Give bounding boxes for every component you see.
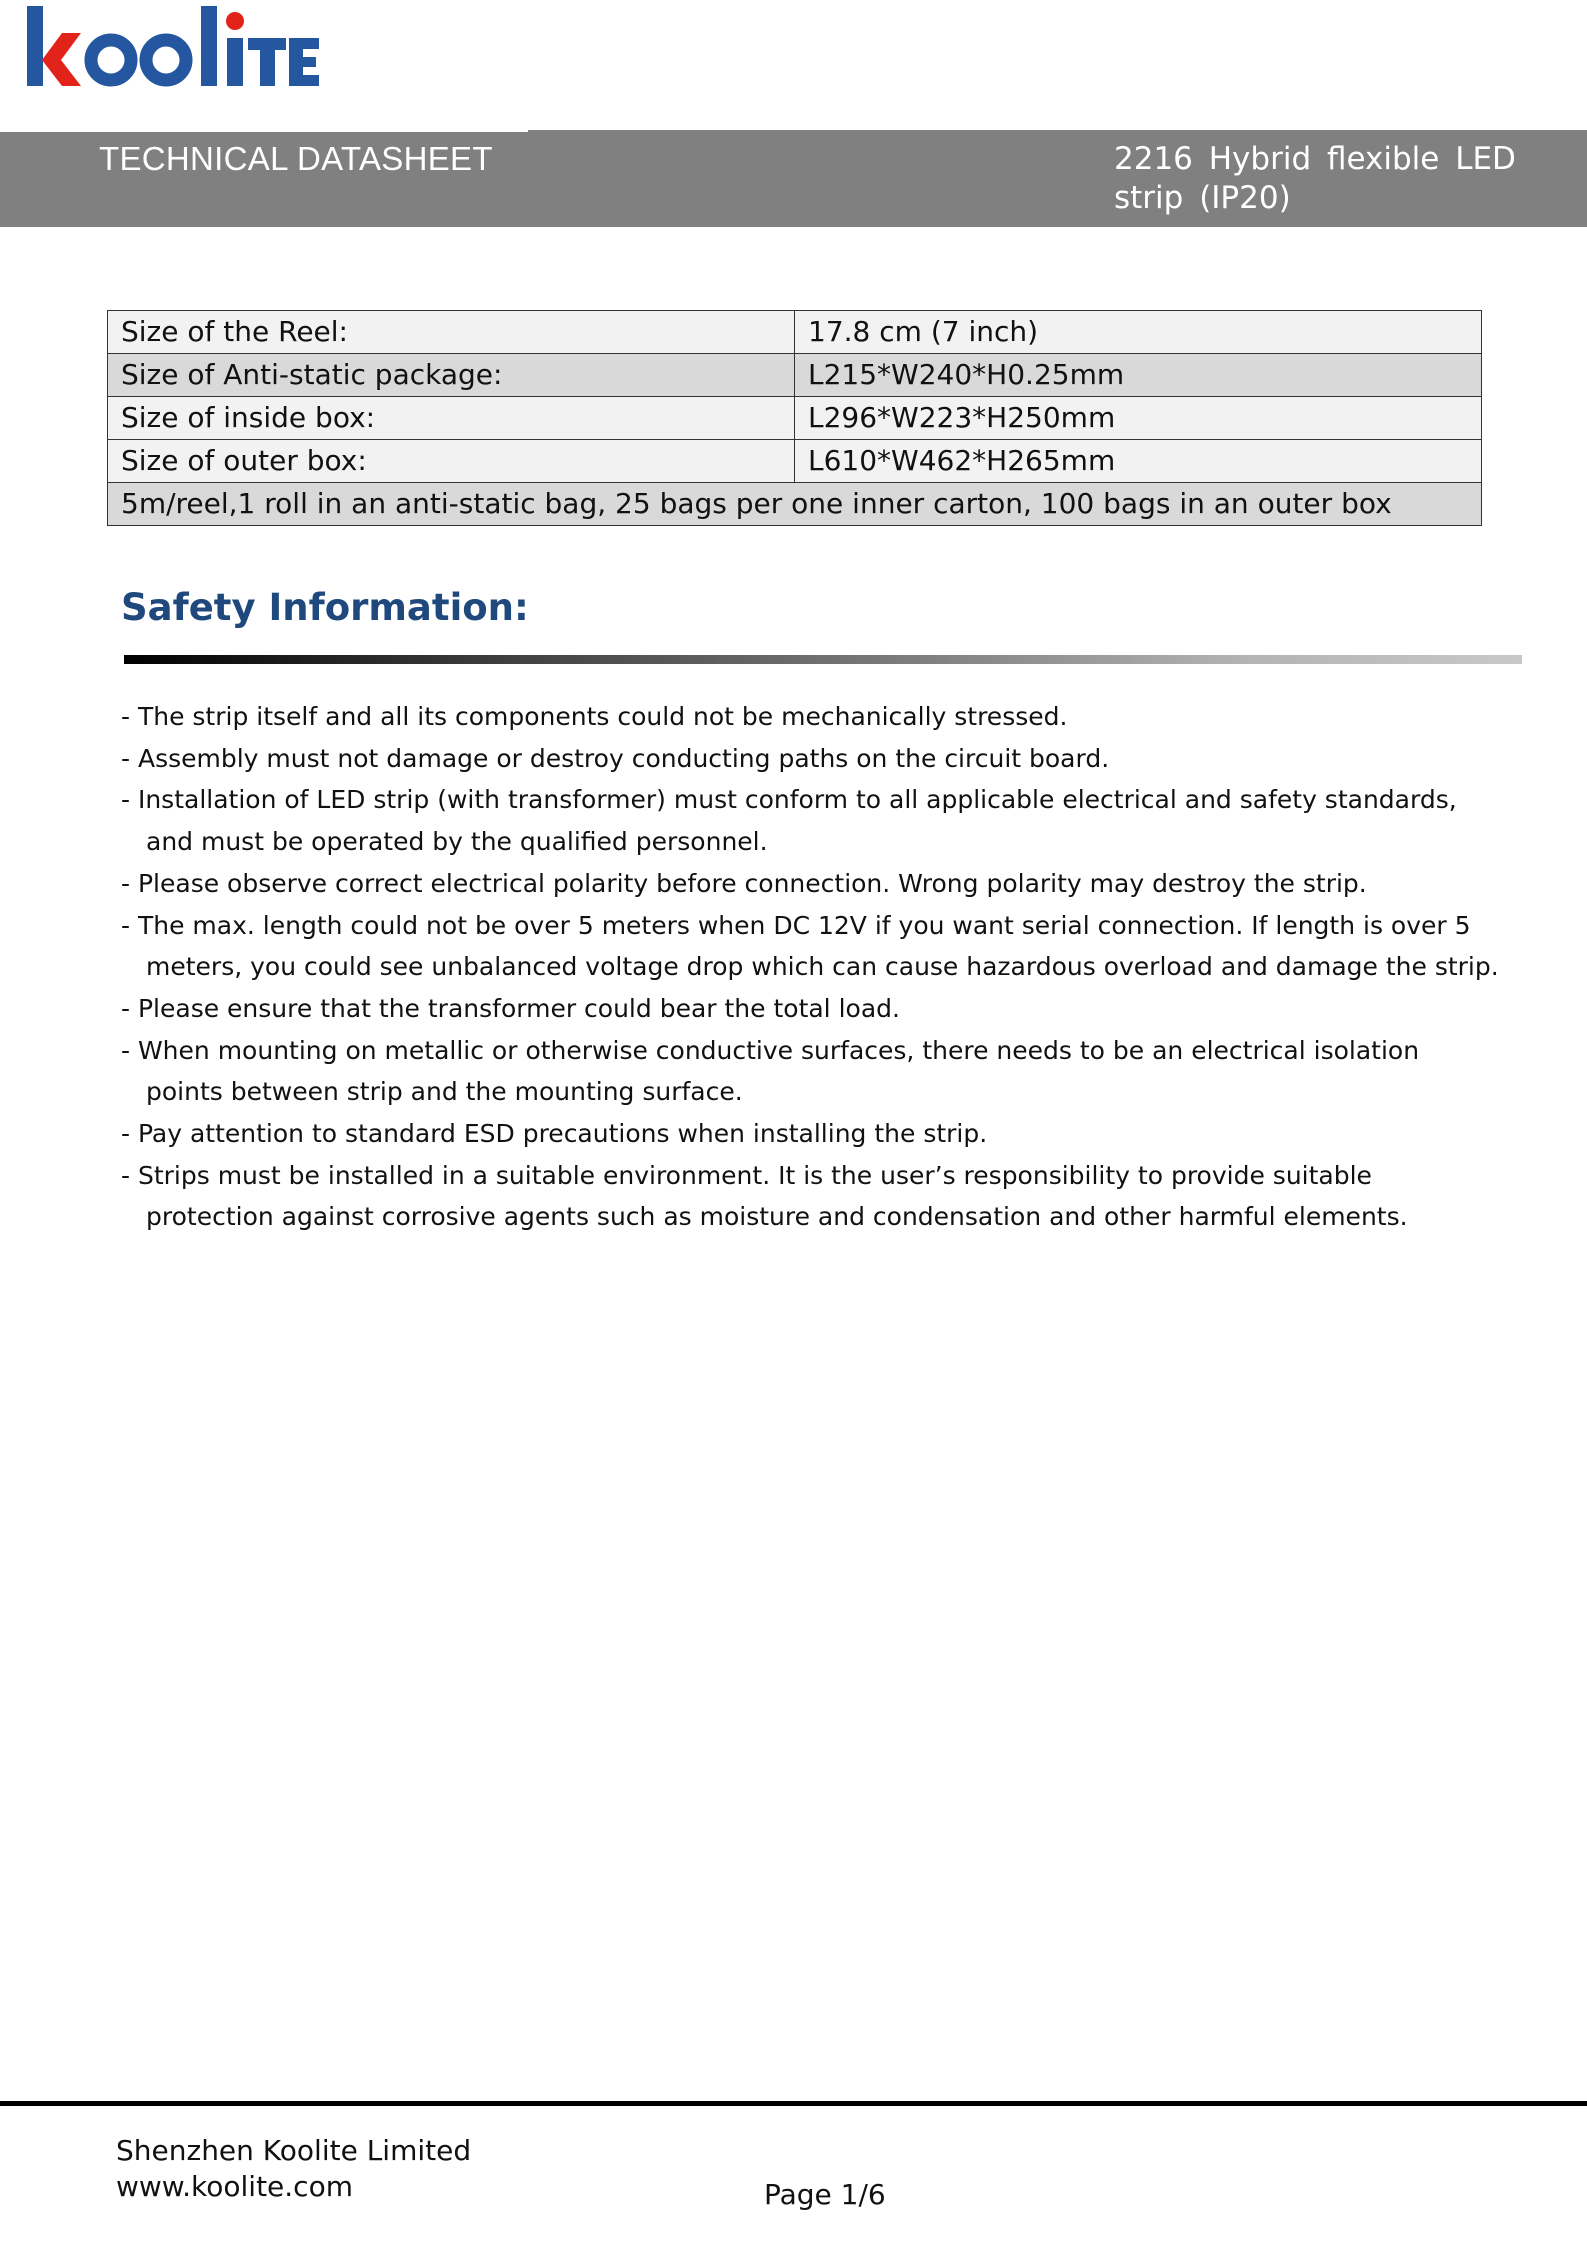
list-item: - Pay attention to standard ESD precautions when installing the strip.: [121, 1119, 988, 1149]
table-row: [108, 354, 1482, 397]
logo-i-dot: [226, 12, 244, 30]
list-item: - The max. length could not be over 5 meters when DC 12V if you want serial connection. If length is over 5 meters, you could see unbalanced voltage drop which can cause hazardous overload and damage the strip.: [121, 910, 1499, 982]
antistatic-package-value: L215*W240*H0.25mm: [795, 354, 1482, 397]
footer-website-link[interactable]: www.koolite.com: [116, 2170, 353, 2203]
product-title: 2216 Hybrid flexible LED strip (IP20): [1114, 141, 1516, 216]
footer-divider: [0, 2101, 1587, 2106]
list-item: - Assembly must not damage or destroy conducting paths on the circuit board.: [121, 743, 1110, 773]
list-item: - Strips must be installed in a suitable environment. It is the user’s responsibility to provide suitable protection against corrosive agents such as moisture and condensation and other harmful elements.: [121, 1160, 1408, 1232]
list-item: - Please ensure that the transformer could bear the total load.: [121, 993, 900, 1023]
inside-box-label: Size of inside box:: [108, 397, 795, 440]
antistatic-package-label: Size of Anti-static package:: [108, 354, 795, 397]
list-item: - The strip itself and all its components could not be mechanically stressed.: [121, 702, 1068, 731]
logo-o1: [91, 40, 131, 80]
logo-k-chevron: [42, 33, 81, 86]
table-row: [108, 311, 1482, 354]
outer-box-value: L610*W462*H265mm: [795, 440, 1482, 483]
logo-l: [201, 6, 217, 86]
document-type-title: TECHNICAL DATASHEET: [99, 140, 493, 177]
logo-t-stem: [260, 38, 275, 86]
table-row: [108, 397, 1482, 440]
section-divider: [124, 655, 1522, 664]
inside-box-value: L296*W223*H250mm: [795, 397, 1482, 440]
list-item: - When mounting on metallic or otherwise conductive surfaces, there needs to be an electrical isolation points between strip and the mounting surface.: [121, 1035, 1420, 1107]
page-number: Page 1/6: [764, 2178, 886, 2211]
safety-list: [121, 696, 1501, 1238]
logo-k-stem: [27, 6, 43, 86]
list-item: - Please observe correct electrical polarity before connection. Wrong polarity may destroy the strip.: [121, 868, 1367, 898]
packaging-table: [107, 310, 1482, 526]
table-row: [108, 483, 1482, 526]
reel-size-value: 17.8 cm (7 inch): [795, 311, 1482, 354]
logo-i-stem: [227, 38, 243, 86]
list-item: - Installation of LED strip (with transformer) must conform to all applicable electrical and safety standards, and must be operated by the qualified personnel.: [121, 785, 1457, 857]
logo-e-top: [289, 38, 319, 49]
reel-size-label: Size of the Reel:: [108, 311, 795, 354]
outer-box-label: Size of outer box:: [108, 440, 795, 483]
table-row: [108, 440, 1482, 483]
packaging-note: 5m/reel,1 roll in an anti-static bag, 25 bags per one inner carton, 100 bags in an outer box: [108, 483, 1482, 526]
koolite-logo: [27, 5, 319, 87]
footer-company-name: Shenzhen Koolite Limited: [116, 2134, 472, 2167]
logo-e-bottom: [289, 75, 319, 86]
logo-e-mid: [289, 57, 316, 67]
logo-o2: [146, 40, 186, 80]
safety-heading: Safety Information:: [121, 586, 529, 629]
